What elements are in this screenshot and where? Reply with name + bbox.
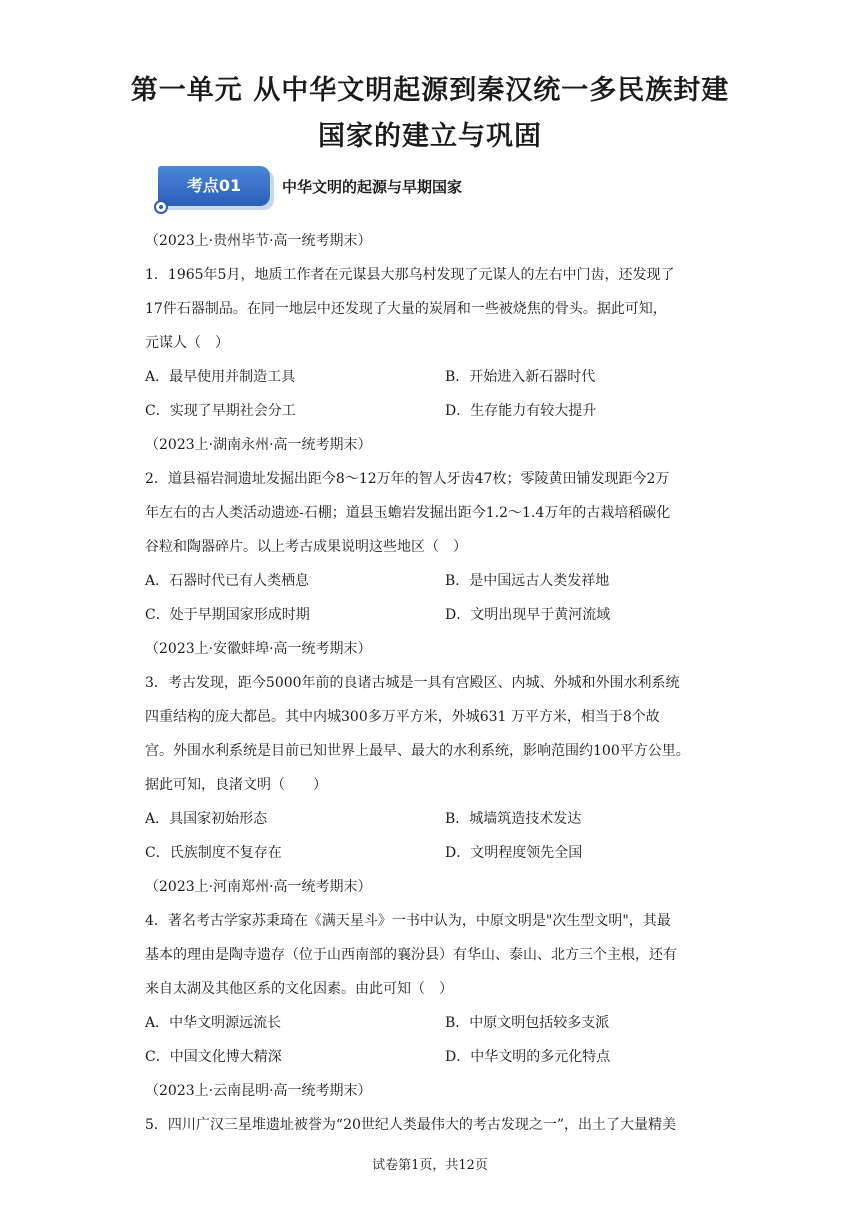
question-stem: [145, 666, 725, 802]
option-d[interactable]: D．文明出现早于黄河流域: [445, 607, 611, 623]
option-b[interactable]: B．中原文明包括较多支派: [445, 1015, 610, 1031]
question-source: （2023上·安徽蚌埠·高一统考期末）: [145, 641, 372, 657]
option-d[interactable]: D．中华文明的多元化特点: [445, 1049, 611, 1065]
question-2: [145, 428, 725, 632]
stem-line: 17件石器制品。在同一地层中还发现了大量的炭屑和一些被烧焦的骨头。据此可知，: [145, 301, 667, 317]
option-d[interactable]: D．生存能力有较大提升: [445, 403, 597, 419]
question-5: [145, 1074, 725, 1142]
stem-line: 基本的理由是陶寺遗存（位于山西南部的襄汾县）有华山、泰山、北方三个主根，还有: [145, 947, 677, 963]
section-heading: 中华文明的起源与早期国家: [282, 178, 463, 196]
question-stem: [145, 462, 725, 564]
stem-line: 据此可知，良渚文明（ ）: [145, 777, 327, 793]
option-c[interactable]: C．实现了早期社会分工: [145, 403, 296, 419]
title-line-1: 第一单元 从中华文明起源到秦汉统一多民族封建: [130, 75, 730, 106]
stem-line: 年左右的古人类活动遗迹-石棚；道县玉蟾岩发掘出距今1.2～1.4万年的古栽培稻碳化: [145, 505, 671, 521]
option-a[interactable]: A．中华文明源远流长: [145, 1015, 282, 1031]
option-a[interactable]: A．具国家初始形态: [145, 811, 268, 827]
option-c[interactable]: C．处于早期国家形成时期: [145, 607, 310, 623]
title-line-2: 国家的建立与巩固: [318, 121, 542, 152]
option-b[interactable]: B．城墙筑造技术发达: [445, 811, 582, 827]
option-d[interactable]: D．文明程度领先全国: [445, 845, 583, 861]
stem-line: 四重结构的庞大都邑。其中内城300多万平方米，外城631 万平方米，相当于8个故: [145, 709, 660, 725]
question-stem: [145, 1108, 725, 1142]
stem-line: 4．著名考古学家苏秉琦在《满天星斗》一书中认为，中原文明是"次生型文明"，其最: [145, 913, 671, 929]
question-4: [145, 870, 725, 1074]
question-stem: [145, 258, 725, 360]
option-grid: [145, 1006, 725, 1074]
stem-line: 元谋人（ ）: [145, 335, 229, 351]
stem-line: 1．1965年5月，地质工作者在元谋县大那乌村发现了元谋人的左右中门齿，还发现了: [145, 267, 675, 283]
question-stem: [145, 904, 725, 1006]
question-source: （2023上·河南郑州·高一统考期末）: [145, 879, 372, 895]
option-grid: [145, 360, 725, 428]
stem-line: 3．考古发现，距今5000年前的良诸古城是一具有宫殿区、内城、外城和外围水利系统: [145, 675, 680, 691]
stem-line: 谷粒和陶器碎片。以上考古成果说明这些地区（ ）: [145, 539, 467, 555]
page-footer: 试卷第1页，共12页: [372, 1158, 488, 1173]
question-1: [145, 224, 725, 428]
stem-line: 5．四川广汉三星堆遗址被誉为“20世纪人类最伟大的考古发现之一”，出土了大量精美: [145, 1117, 677, 1133]
section-badge-label: 考点01: [186, 176, 242, 195]
question-source: （2023上·湖南永州·高一统考期末）: [145, 437, 372, 453]
badge-dot-icon: [154, 200, 168, 214]
section-badge: [158, 166, 270, 206]
option-grid: [145, 802, 725, 870]
stem-line: 2．道县福岩洞遗址发掘出距今8～12万年的智人牙齿47枚；零陵黄田铺发现距今2万: [145, 471, 670, 487]
option-b[interactable]: B．是中国远古人类发祥地: [445, 573, 610, 589]
option-a[interactable]: A．石器时代已有人类栖息: [145, 573, 310, 589]
question-source: （2023上·贵州毕节·高一统考期末）: [145, 233, 372, 249]
stem-line: 宫。外围水利系统是目前已知世界上最早、最大的水利系统，影响范围约100平方公里。: [145, 743, 690, 759]
page-title: [60, 68, 800, 160]
question-3: [145, 632, 725, 870]
option-b[interactable]: B．开始进入新石器时代: [445, 369, 596, 385]
question-list: [145, 224, 725, 1142]
section-header: [150, 166, 750, 214]
option-c[interactable]: C．氏族制度不复存在: [145, 845, 282, 861]
stem-line: 来自太湖及其他区系的文化因素。由此可知（ ）: [145, 981, 453, 997]
question-source: （2023上·云南昆明·高一统考期末）: [145, 1083, 372, 1099]
option-grid: [145, 564, 725, 632]
option-c[interactable]: C．中国文化博大精深: [145, 1049, 282, 1065]
option-a[interactable]: A．最早使用并制造工具: [145, 369, 296, 385]
